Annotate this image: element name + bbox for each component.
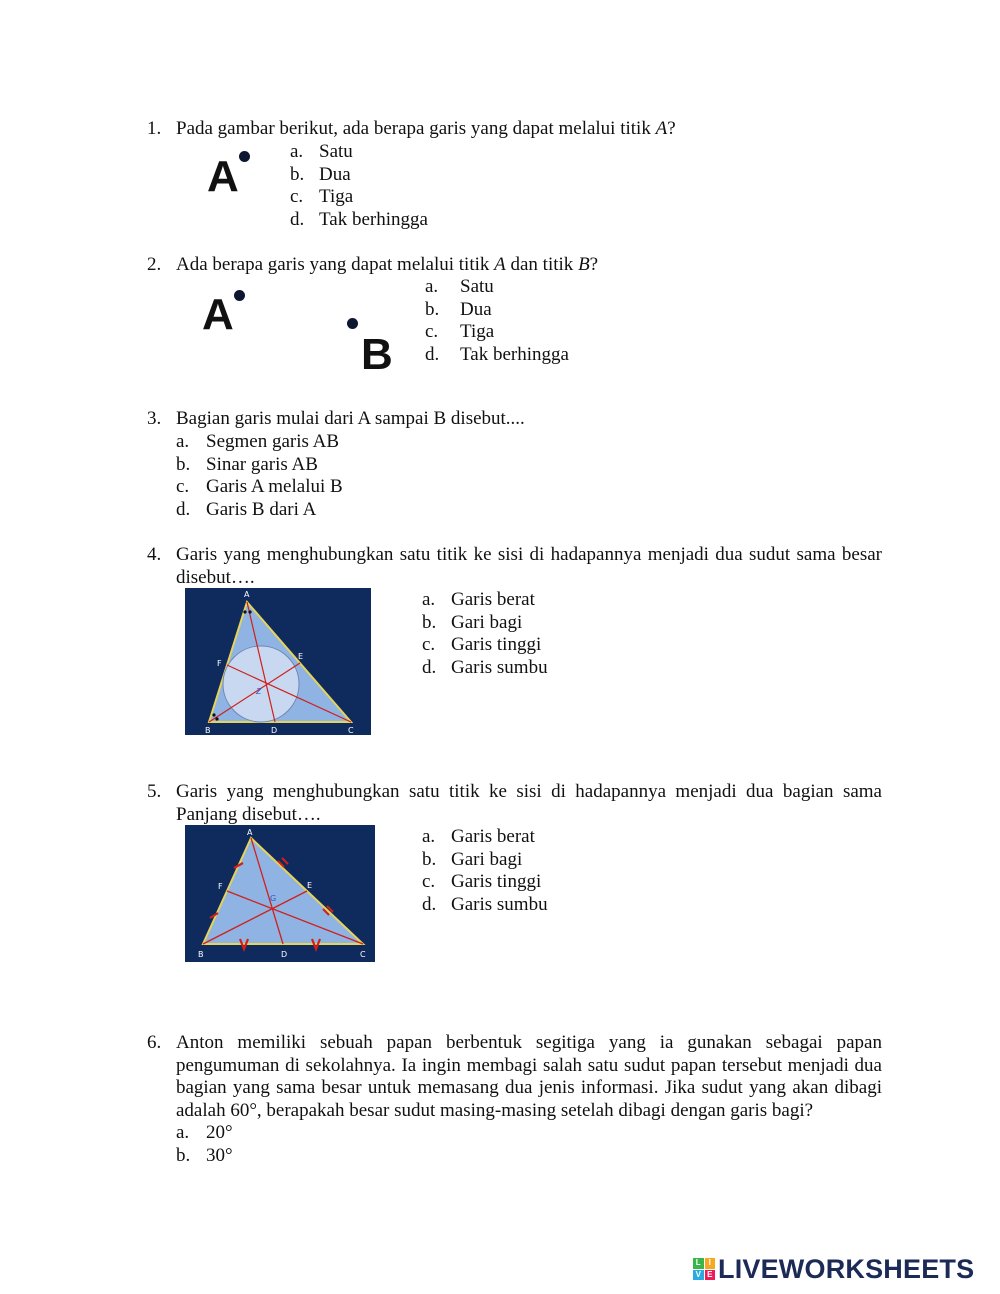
point-a-dot (239, 151, 250, 162)
incircle (223, 646, 299, 722)
logo-text: LIVEWORKSHEETS (718, 1254, 975, 1284)
point-label-e: E (298, 652, 304, 661)
point-label-d: D (271, 726, 278, 735)
point-b-label: B (361, 330, 393, 379)
question-number: 6. (147, 1032, 162, 1053)
point-label-f: F (218, 882, 223, 891)
question-number: 3. (147, 408, 162, 429)
angle-mark (215, 717, 218, 720)
question-number: 1. (147, 118, 162, 139)
question-number: 2. (147, 254, 162, 275)
liveworksheets-logo (693, 1253, 974, 1285)
angle-mark (212, 713, 215, 716)
point-label-f: F (217, 659, 222, 668)
question-text-line-2: disebut…. (176, 567, 255, 588)
vertex-label-a: A (247, 828, 253, 837)
question-text-line-1: Anton memiliki sebuah papan berbentuk segitiga yang ia gunakan sebagai papan (176, 1032, 882, 1053)
vertex-label-c: C (348, 726, 354, 735)
point-label-e: E (307, 881, 313, 890)
question-text: Ada berapa garis yang dapat melalui titik A dan titik B? (176, 254, 599, 275)
question-text-line-1: Garis yang menghubungkan satu titik ke sisi di hadapannya menjadi dua bagian sama (176, 781, 882, 802)
vertex-label-b: B (198, 950, 204, 959)
vertex-label-a: A (244, 590, 250, 599)
question-number: 5. (147, 781, 162, 802)
logo-tile: E (705, 1270, 716, 1281)
question-text: Bagian garis mulai dari A sampai B disebut.... (176, 408, 525, 429)
question-text-line-3: bagian yang sama besar untuk memasang dua jenis informasi. Jika sudut yang akan dibagi (176, 1077, 882, 1098)
incenter-label: Z (256, 687, 262, 696)
question-text-line-2: Panjang disebut…. (176, 804, 321, 825)
median-figure (185, 825, 375, 962)
logo-icon (693, 1258, 715, 1280)
point-a-label: A (202, 290, 234, 339)
question-text-line-1: Garis yang menghubungkan satu titik ke sisi di hadapannya menjadi dua sudut sama besar (176, 544, 882, 565)
question-text-line-2: pengumuman di sekolahnya. Ia ingin membagi salah satu sudut papan tersebut menjadi dua (176, 1054, 882, 1076)
angle-mark (243, 610, 246, 613)
logo-tile: I (705, 1258, 716, 1269)
centroid-label: G (270, 894, 277, 903)
logo-tile: L (693, 1258, 704, 1269)
question-text-line-4: adalah 60°, berapakah besar sudut masing-masing setelah dibagi dengan garis bagi? (176, 1099, 814, 1121)
angle-mark (248, 610, 251, 613)
vertex-label-c: C (360, 950, 366, 959)
logo-tile: V (693, 1270, 704, 1281)
question-number: 4. (147, 544, 162, 565)
question-text: Pada gambar berikut, ada berapa garis yang dapat melalui titik A? (176, 118, 676, 139)
point-a-label: A (207, 152, 239, 201)
vertex-label-b: B (205, 726, 211, 735)
point-b-dot (347, 318, 358, 329)
point-a-dot (234, 290, 245, 301)
angle-bisector-figure (185, 588, 371, 735)
point-label-d: D (281, 950, 288, 959)
